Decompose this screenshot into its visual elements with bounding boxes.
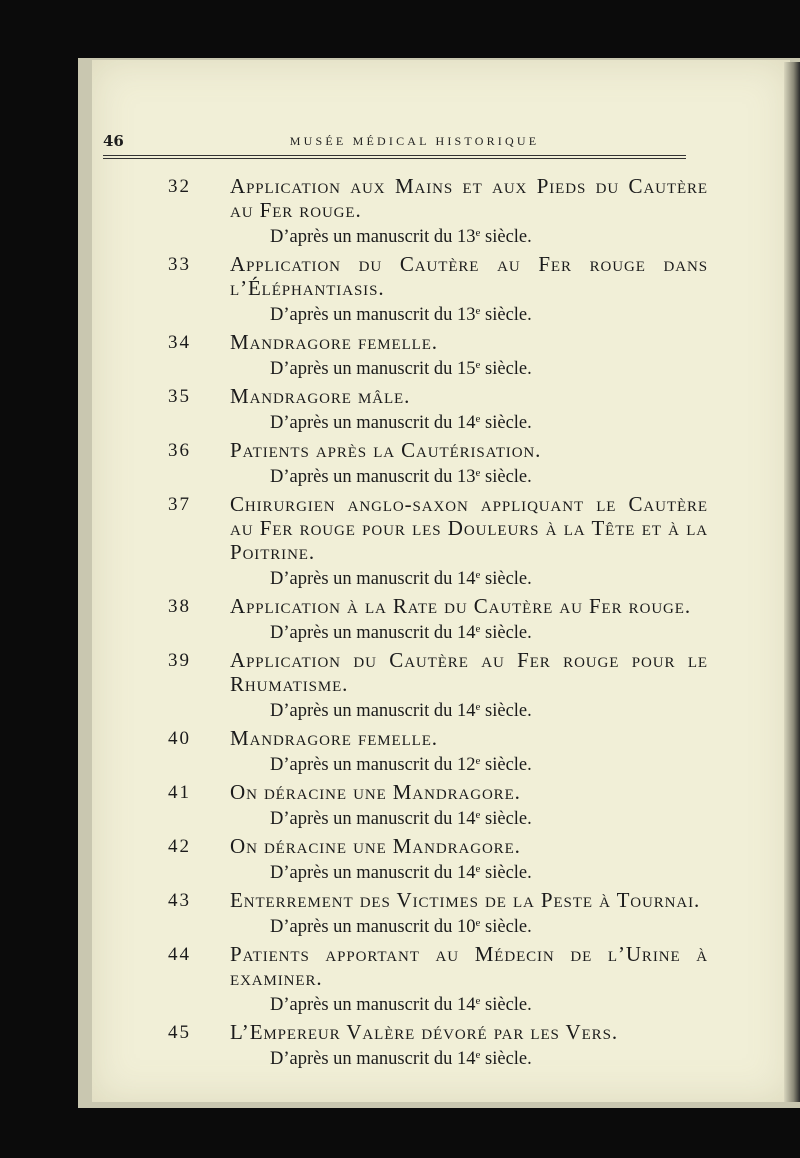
entry-title: On déracine une Mandragore. bbox=[230, 780, 521, 804]
header-rule-bottom bbox=[103, 158, 686, 159]
entry-title: On déracine une Mandragore. bbox=[230, 834, 521, 858]
catalogue-entry bbox=[168, 648, 708, 724]
entry-title: Application du Cautère au Fer rouge pour le Rhumatisme. bbox=[230, 648, 708, 696]
entry-source: D’après un manuscrit du 10e siècle. bbox=[270, 917, 532, 937]
entry-number: 33 bbox=[168, 254, 191, 275]
entry-source: D’après un manuscrit du 13e siècle. bbox=[270, 467, 532, 487]
catalogue-entry bbox=[168, 384, 708, 436]
entry-title: Patients après la Cautérisation. bbox=[230, 438, 542, 462]
entry-source: D’après un manuscrit du 14e siècle. bbox=[270, 623, 532, 643]
entry-source: D’après un manuscrit du 14e siècle. bbox=[270, 413, 532, 433]
entry-number: 35 bbox=[168, 386, 191, 407]
entry-source: D’après un manuscrit du 14e siècle. bbox=[270, 1049, 532, 1069]
entry-title: L’Empereur Valère dévoré par les Vers. bbox=[230, 1020, 618, 1044]
entry-number: 39 bbox=[168, 650, 191, 671]
entry-number: 37 bbox=[168, 494, 191, 515]
entry-title: Application du Cautère au Fer rouge dans l’Éléphantiasis. bbox=[230, 252, 708, 300]
catalogue-entry bbox=[168, 252, 708, 328]
entry-number: 42 bbox=[168, 836, 191, 857]
entry-number: 36 bbox=[168, 440, 191, 461]
entry-title: Chirurgien anglo-saxon appliquant le Cautère au Fer rouge pour les Douleurs à la Tête et à la Poitrine. bbox=[230, 492, 708, 564]
entry-source: D’après un manuscrit du 14e siècle. bbox=[270, 995, 532, 1015]
entry-number: 34 bbox=[168, 332, 191, 353]
entry-number: 32 bbox=[168, 176, 191, 197]
entry-title: Patients apportant au Médecin de l’Urine à examiner. bbox=[230, 942, 708, 990]
entry-title: Application à la Rate du Cautère au Fer rouge. bbox=[230, 594, 691, 618]
entry-source: D’après un manuscrit du 14e siècle. bbox=[270, 569, 532, 589]
catalogue-entry bbox=[168, 1020, 708, 1072]
entry-title: Mandragore mâle. bbox=[230, 384, 411, 408]
entry-source: D’après un manuscrit du 13e siècle. bbox=[270, 305, 532, 325]
running-title: MUSÉE MÉDICAL HISTORIQUE bbox=[289, 134, 540, 148]
catalogue-entry bbox=[168, 174, 708, 250]
entry-title: Mandragore femelle. bbox=[230, 726, 438, 750]
catalogue-entry bbox=[168, 726, 708, 778]
entry-source: D’après un manuscrit du 13e siècle. bbox=[270, 227, 532, 247]
entry-source: D’après un manuscrit du 12e siècle. bbox=[270, 755, 532, 775]
catalogue-entry bbox=[168, 492, 708, 592]
page-header bbox=[103, 132, 686, 156]
entry-source: D’après un manuscrit du 14e siècle. bbox=[270, 701, 532, 721]
entry-number: 45 bbox=[168, 1022, 191, 1043]
entry-source: D’après un manuscrit du 14e siècle. bbox=[270, 863, 532, 883]
page-edge bbox=[784, 62, 800, 1102]
catalogue-entry bbox=[168, 330, 708, 382]
catalogue-entry bbox=[168, 888, 708, 940]
catalogue-entries bbox=[168, 174, 708, 1074]
entry-number: 41 bbox=[168, 782, 191, 803]
catalogue-entry bbox=[168, 834, 708, 886]
entry-source: D’après un manuscrit du 14e siècle. bbox=[270, 809, 532, 829]
catalogue-entry bbox=[168, 438, 708, 490]
catalogue-entry bbox=[168, 942, 708, 1018]
catalogue-entry bbox=[168, 594, 708, 646]
entry-number: 43 bbox=[168, 890, 191, 911]
catalogue-entry bbox=[168, 780, 708, 832]
entry-source: D’après un manuscrit du 15e siècle. bbox=[270, 359, 532, 379]
entry-title: Application aux Mains et aux Pieds du Cautère au Fer rouge. bbox=[230, 174, 708, 222]
entry-number: 40 bbox=[168, 728, 191, 749]
page-number: 46 bbox=[103, 132, 124, 150]
entry-number: 38 bbox=[168, 596, 191, 617]
entry-title: Enterrement des Victimes de la Peste à Tournai. bbox=[230, 888, 701, 912]
entry-title: Mandragore femelle. bbox=[230, 330, 438, 354]
header-rule-top bbox=[103, 155, 686, 156]
entry-number: 44 bbox=[168, 944, 191, 965]
